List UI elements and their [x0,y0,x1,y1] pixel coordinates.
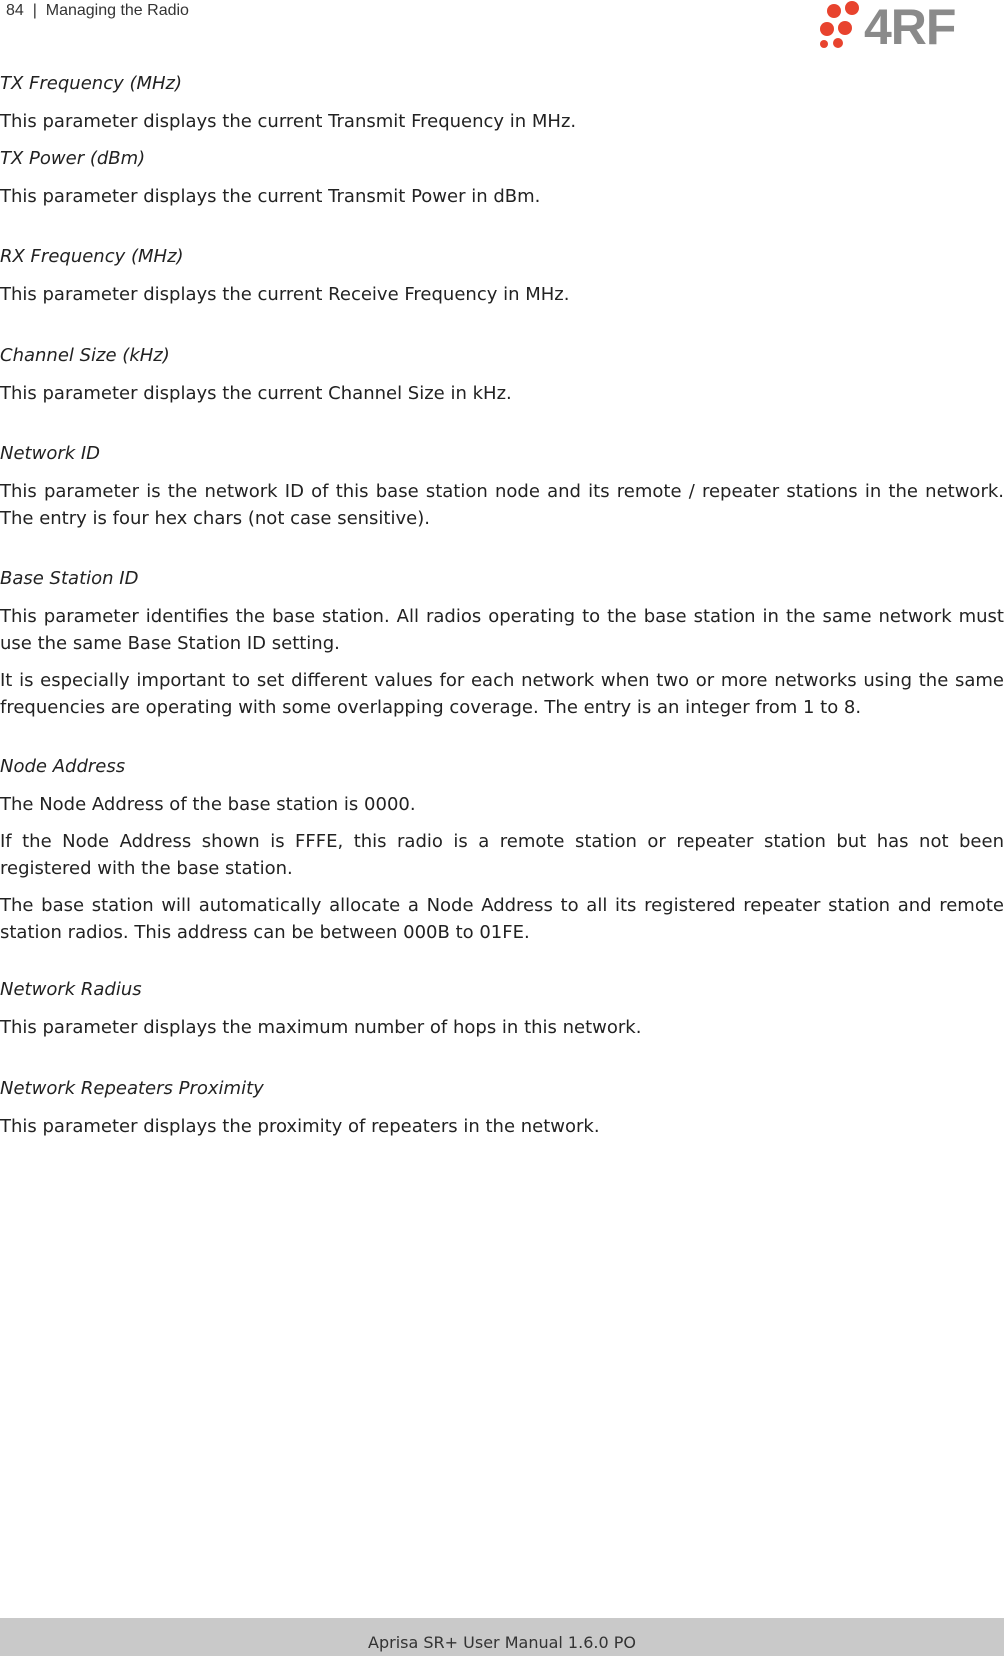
section-title: Network Radius [0,979,142,1000]
section-paragraph: This parameter displays the current Transmit Frequency in MHz. [0,111,577,132]
section-network-radius [0,976,1004,1041]
section-base-station-id [0,565,1004,721]
section-title: Network ID [0,443,101,464]
section-network-id [0,440,1004,532]
section-title: RX Frequency (MHz) [0,246,184,267]
logo-text: 4RF [864,0,956,50]
section-paragraph: It is especially important to set different values for each network when two or more networks using the same frequencies are operating with some overlapping coverage. The entry is an integer from 1 to 8. [0,670,1004,718]
section-tx-frequency [0,70,1004,135]
header-separator: | [32,2,37,19]
section-paragraph: This parameter displays the current Channel Size in kHz. [0,383,512,404]
section-title: TX Power (dBm) [0,148,146,169]
section-rx-frequency [0,243,1004,308]
section-paragraph: This parameter is the network ID of this base station node and its remote / repeater stations in the network. The entry is four hex chars (not case sensitive). [0,481,1004,529]
page-header [0,0,1004,52]
section-paragraph: This parameter displays the current Transmit Power in dBm. [0,186,541,207]
page-footer [0,1618,1004,1656]
section-title: Node Address [0,756,126,777]
section-paragraph: This parameter displays the maximum number of hops in this network. [0,1017,642,1038]
section-paragraph: The Node Address of the base station is 0000. [0,794,416,815]
section-paragraph: The base station will automatically allocate a Node Address to all its registered repeater station and remote station radios. This address can be between 000B to 01FE. [0,895,1004,943]
section-title: TX Frequency (MHz) [0,73,183,94]
page-number: 84 [6,2,24,19]
section-paragraph: This parameter identifies the base station. All radios operating to the base station in the same network must use the same Base Station ID setting. [0,606,1004,654]
section-title: Network Repeaters Proximity [0,1078,264,1099]
section-paragraph: This parameter displays the proximity of repeaters in the network. [0,1116,600,1137]
4rf-logo [818,0,998,50]
section-title: Managing the Radio [45,2,189,19]
section-paragraph: This parameter displays the current Receive Frequency in MHz. [0,284,570,305]
section-channel-size [0,342,1004,407]
header-text [6,2,189,20]
section-title: Base Station ID [0,568,139,589]
section-network-repeaters-proximity [0,1075,1004,1140]
section-tx-power [0,145,1004,210]
footer-text: Aprisa SR+ User Manual 1.6.0 PO [368,1633,636,1652]
section-title: Channel Size (kHz) [0,345,170,366]
section-paragraph: If the Node Address shown is FFFE, this radio is a remote station or repeater station but has not been registered with the base station. [0,831,1004,879]
logo-dots-icon [820,1,859,48]
section-node-address [0,753,1004,946]
